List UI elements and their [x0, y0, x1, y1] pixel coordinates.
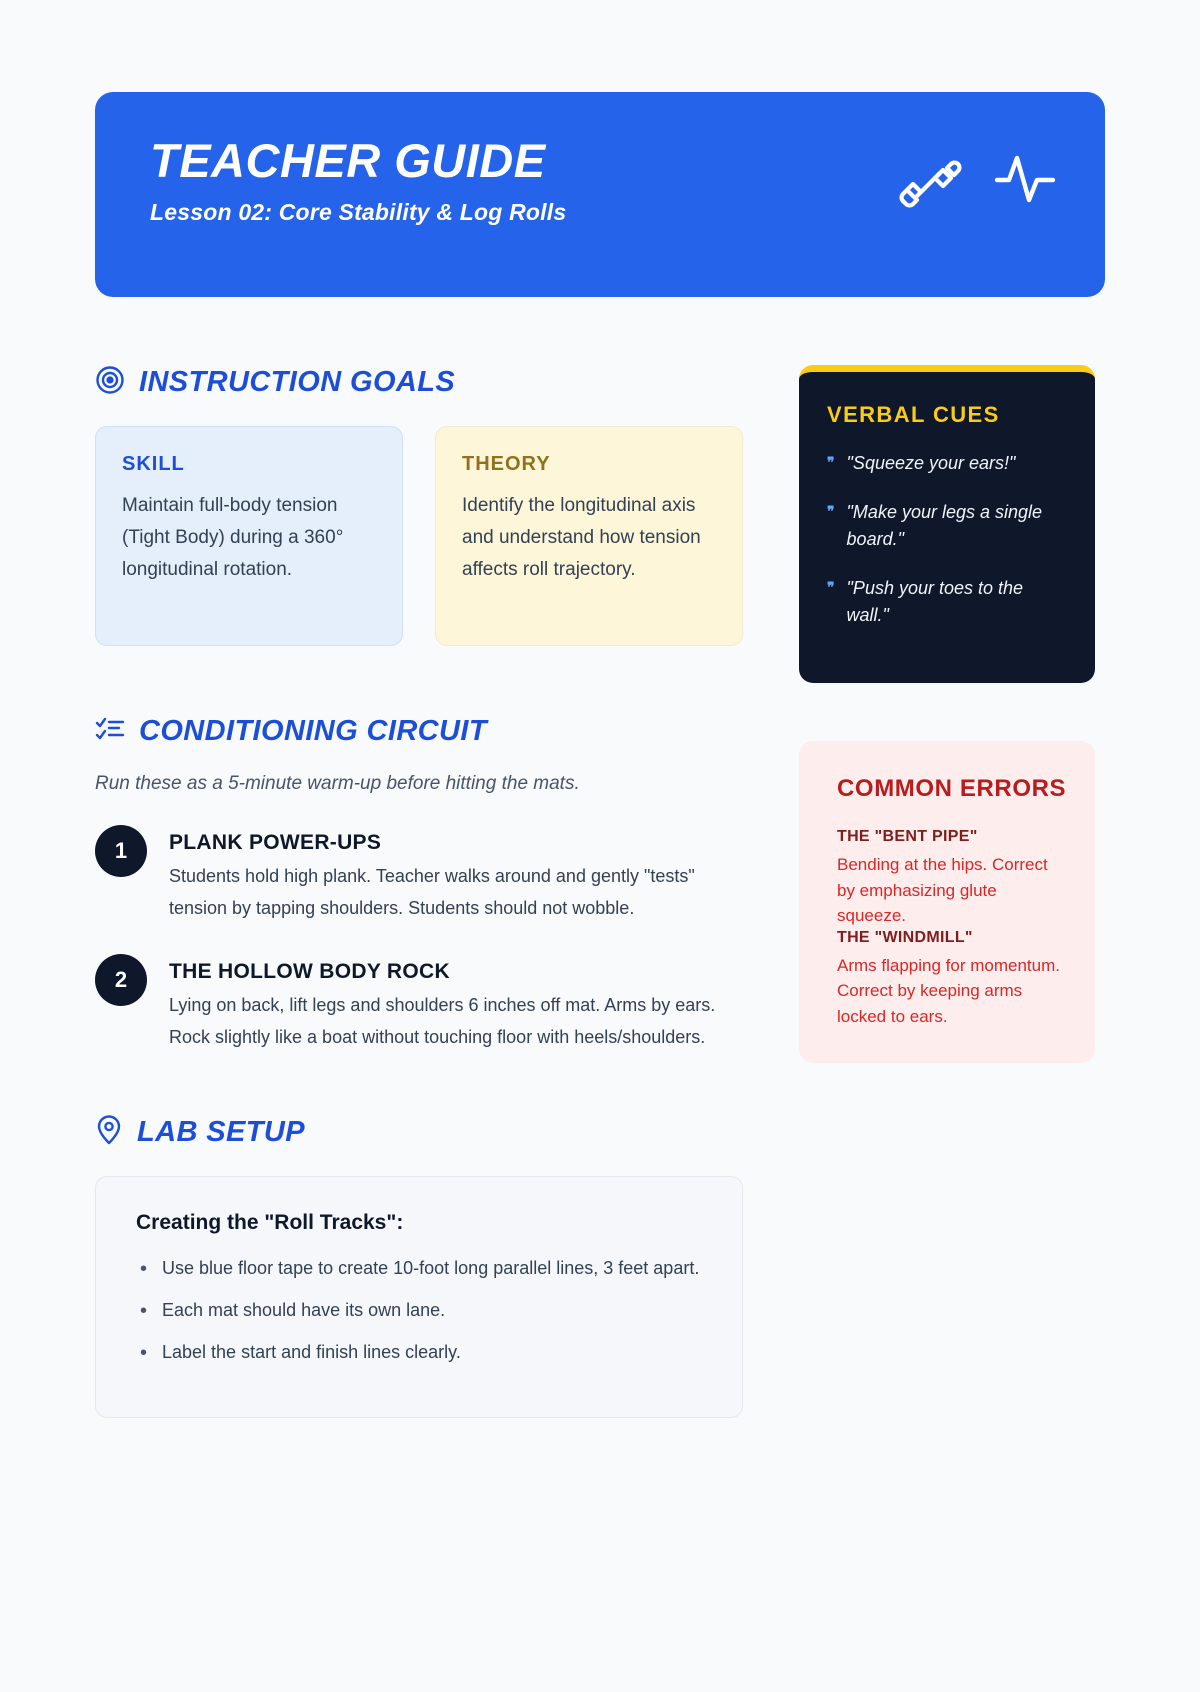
list-item: [827, 450, 1067, 477]
error-description: Bending at the hips. Correct by emphasizing glute squeeze.: [837, 855, 1048, 926]
goal-card-theory: [435, 426, 743, 646]
list-item: [837, 929, 1067, 1030]
list-item: [837, 828, 1067, 929]
step-number: 1: [95, 825, 147, 877]
section-title: INSTRUCTION GOALS: [139, 366, 456, 398]
cue-text: "Push your toes to the wall.": [846, 578, 1024, 625]
list-item: • Label the start and finish lines clearly.: [136, 1339, 708, 1367]
sidebar-column: [799, 365, 1095, 1418]
page-header: [95, 92, 1105, 297]
main-column: [95, 365, 743, 1418]
teacher-guide-page: [0, 92, 1200, 1692]
header-icon-group: [897, 150, 1057, 213]
header-text-block: [150, 136, 566, 226]
conditioning-circuit-section: [95, 714, 743, 1053]
circuit-note: Run these as a 5-minute warm-up before hitting the mats.: [95, 773, 580, 794]
lab-setup-list: [136, 1255, 708, 1367]
quote-icon: ❞: [827, 454, 835, 470]
lab-card-title: Creating the "Roll Tracks":: [136, 1211, 404, 1234]
lab-setup-card: [95, 1176, 743, 1418]
goal-label: SKILL: [122, 453, 185, 475]
lab-setup-section: [95, 1115, 743, 1418]
section-title: CONDITIONING CIRCUIT: [139, 715, 487, 747]
step-description: Lying on back, lift legs and shoulders 6 inches off mat. Arms by ears. Rock slightly like a boat without touching floor with heels/shoulders.: [169, 995, 716, 1047]
step-description: Students hold high plank. Teacher walks around and gently "tests" tension by tapping shoulders. Students should not wobble.: [169, 866, 695, 918]
heartbeat-icon: [993, 150, 1057, 213]
goal-text: Identify the longitudinal axis and understand how tension affects roll trajectory.: [462, 495, 701, 580]
step-body: [169, 825, 743, 924]
list-item: [827, 499, 1067, 553]
step-body: [169, 954, 743, 1053]
list-item: • Use blue floor tape to create 10-foot long parallel lines, 3 feet apart.: [136, 1255, 708, 1283]
goal-card-skill: [95, 426, 403, 646]
error-name: THE "BENT PIPE": [837, 828, 978, 846]
verbal-cues-card: [799, 365, 1095, 683]
lab-setup-heading: [95, 1115, 743, 1150]
step-number: 2: [95, 954, 147, 1006]
page-title: TEACHER GUIDE: [150, 134, 546, 187]
quote-icon: ❞: [827, 579, 835, 595]
list-item: [95, 954, 743, 1053]
quote-icon: ❞: [827, 503, 835, 519]
list-item: • Each mat should have its own lane.: [136, 1297, 708, 1325]
goal-text: Maintain full-body tension (Tight Body) during a 360° longitudinal rotation.: [122, 495, 344, 580]
common-errors-card: [799, 741, 1095, 1063]
section-title: LAB SETUP: [137, 1116, 305, 1148]
verbal-cues-title: VERBAL CUES: [827, 402, 1000, 427]
location-pin-icon: [95, 1115, 123, 1150]
common-errors-title: COMMON ERRORS: [837, 775, 1067, 802]
circuit-steps: [95, 825, 743, 1053]
cue-text: "Make your legs a single board.": [846, 502, 1043, 549]
list-item: [95, 825, 743, 924]
goal-label: THEORY: [462, 453, 551, 475]
cue-text: "Squeeze your ears!": [846, 453, 1016, 473]
error-name: THE "WINDMILL": [837, 928, 973, 946]
dumbbell-icon: [897, 150, 967, 213]
error-description: Arms flapping for momentum. Correct by keeping arms locked to ears.: [837, 955, 1060, 1026]
goal-cards: [95, 426, 743, 646]
checklist-icon: [95, 714, 125, 749]
step-title: THE HOLLOW BODY ROCK: [169, 960, 450, 983]
instruction-goals-heading: [95, 365, 743, 400]
step-title: PLANK POWER-UPS: [169, 831, 382, 854]
target-icon: [95, 365, 125, 400]
list-item: [827, 575, 1067, 629]
content-area: [95, 365, 1105, 1418]
conditioning-circuit-heading: [95, 714, 743, 749]
page-subtitle: Lesson 02: Core Stability & Log Rolls: [150, 199, 567, 226]
